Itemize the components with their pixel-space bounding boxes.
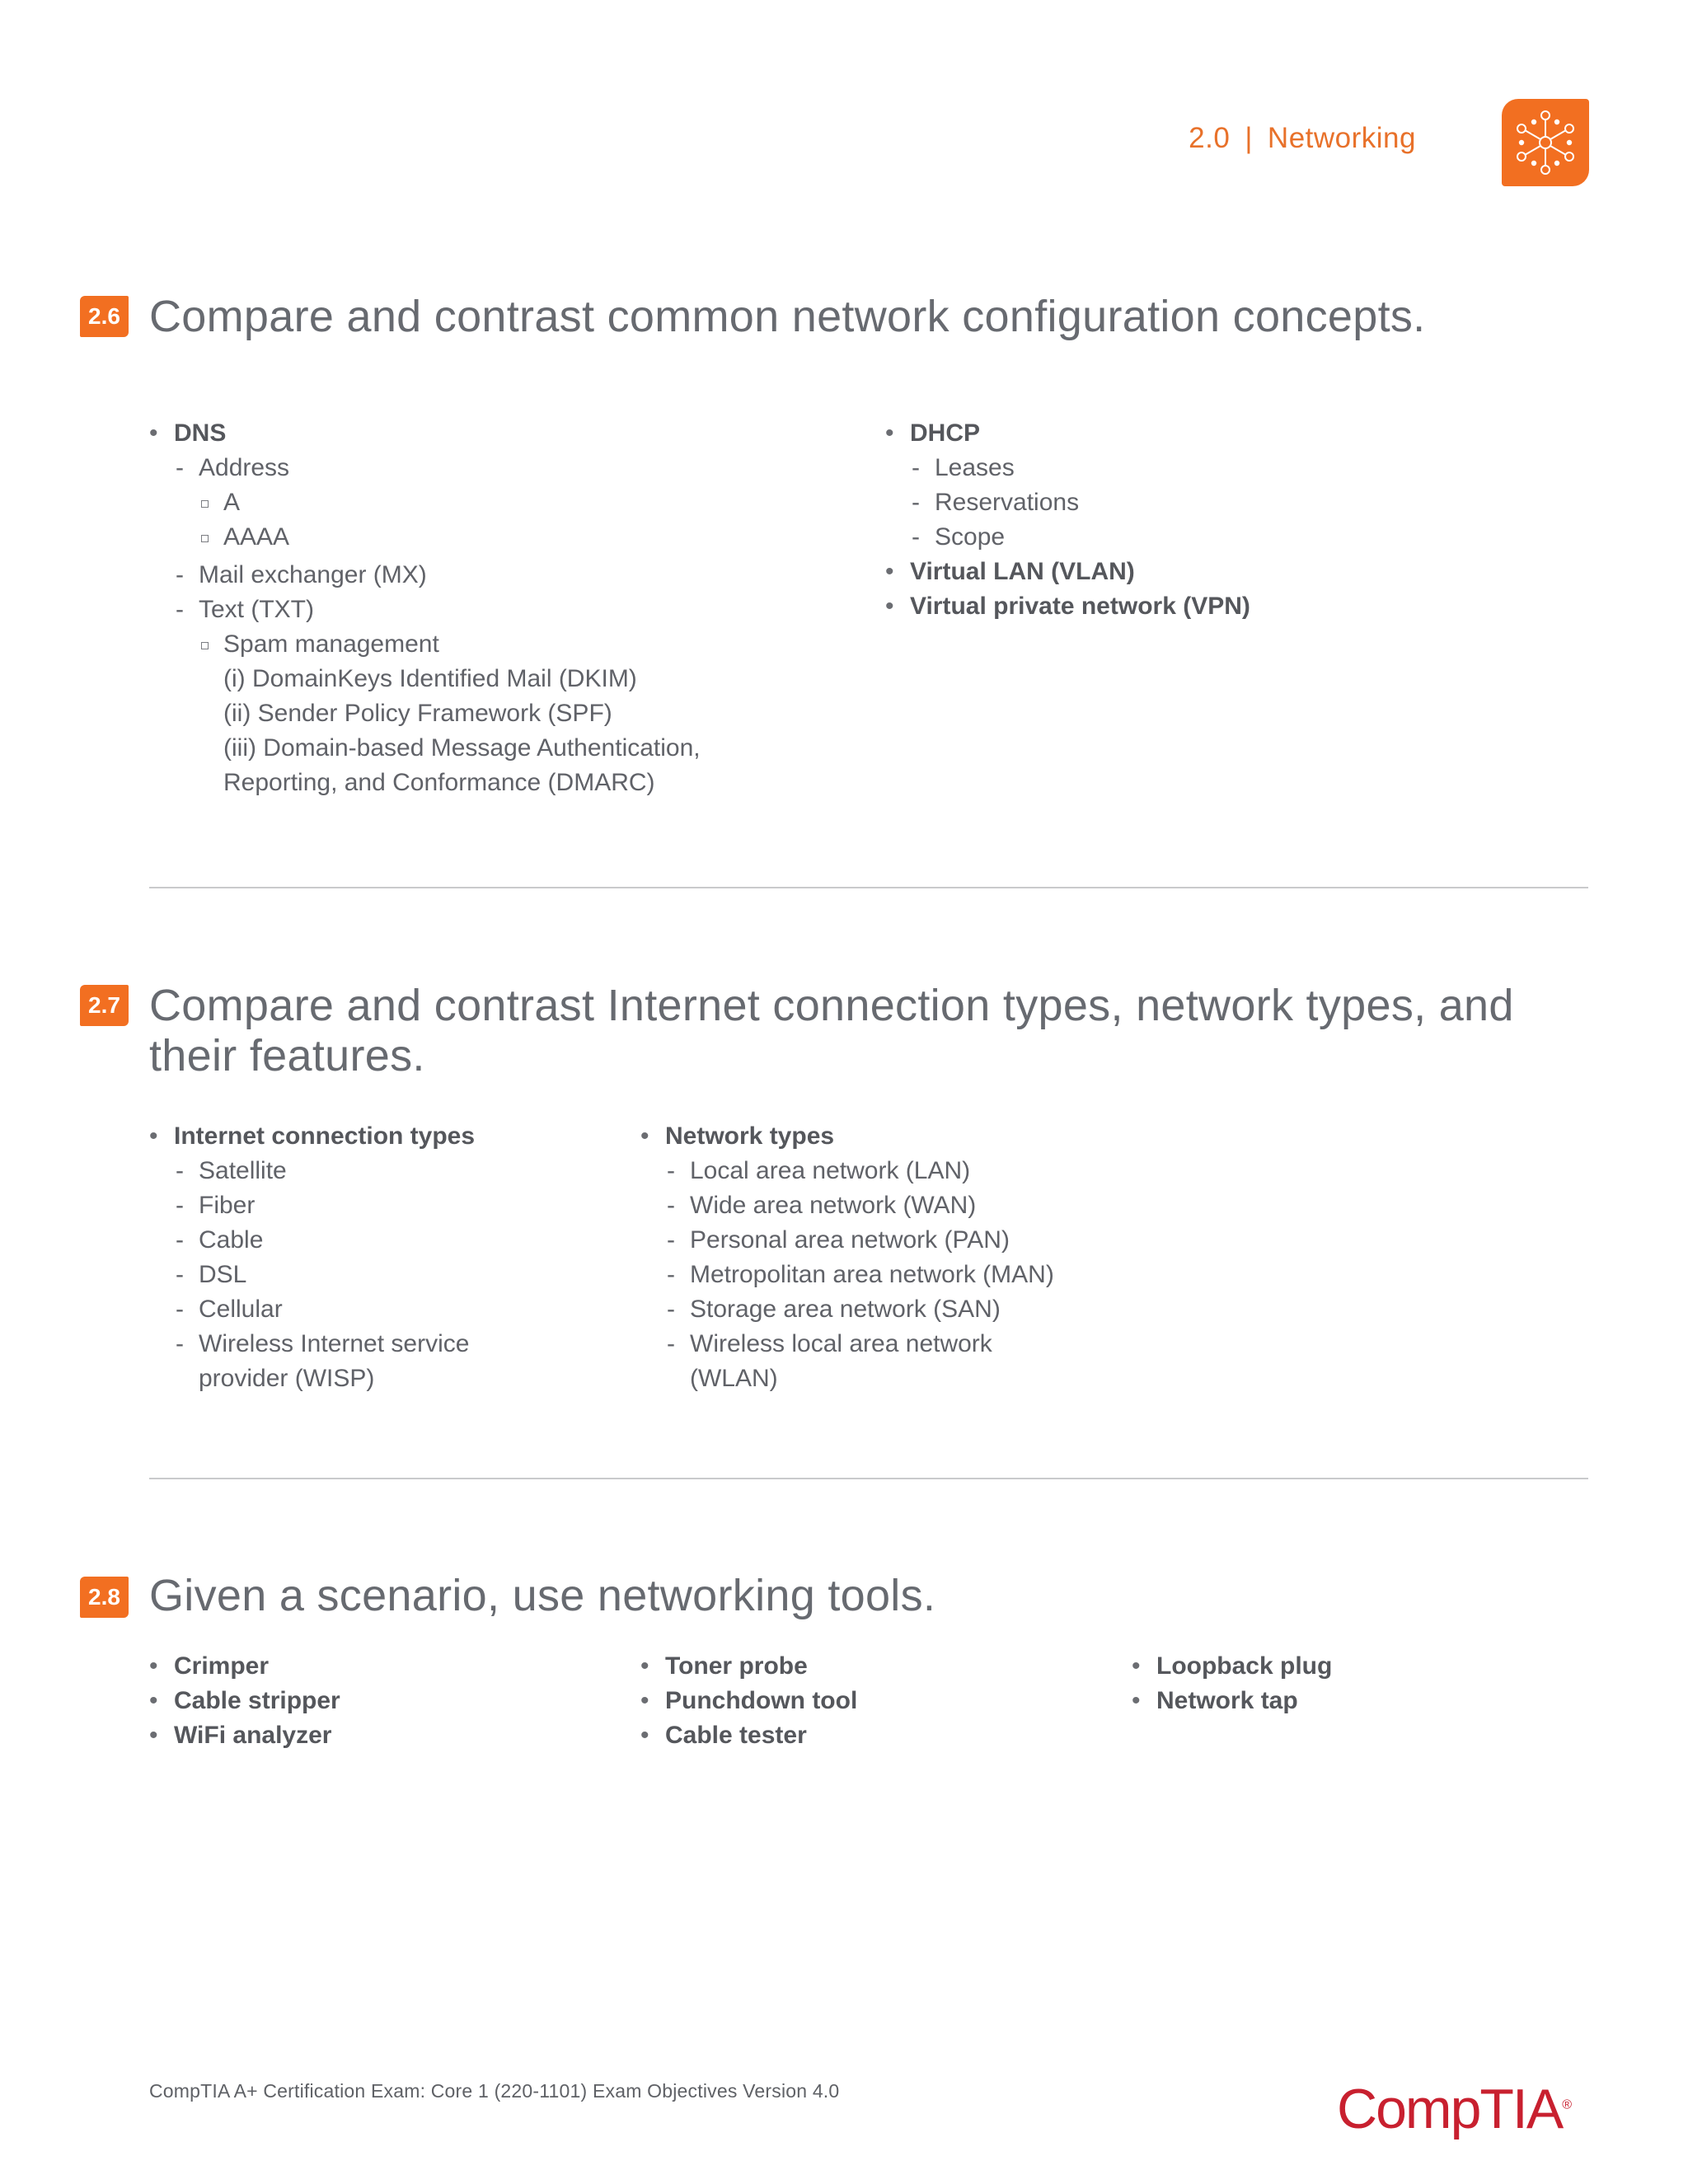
list-item: A: [149, 485, 825, 520]
list-item: - Wireless local area network: [640, 1327, 1234, 1361]
list-item: - Leases: [885, 451, 1586, 485]
list-item: - Cable: [149, 1223, 627, 1258]
section-divider: [149, 1478, 1588, 1479]
list-item: • Loopback plug: [1132, 1649, 1577, 1684]
objective-title-2-8: Given a scenario, use networking tools.: [149, 1571, 936, 1620]
objective-badge-2-7: 2.7: [80, 985, 129, 1026]
list-item: - Storage area network (SAN): [640, 1292, 1234, 1327]
list-item: - Address: [149, 451, 825, 485]
list-item: - Reservations: [885, 485, 1586, 520]
objective-2-6-right-list: [885, 416, 1586, 624]
list-item: • Network types: [640, 1119, 1234, 1154]
list-item: - Fiber: [149, 1188, 627, 1223]
list-item: • Punchdown tool: [640, 1684, 1102, 1718]
list-item: - Personal area network (PAN): [640, 1223, 1234, 1258]
list-item: provider (WISP): [199, 1365, 375, 1392]
comptia-logo: [1337, 2077, 1572, 2141]
header-section-number: 2.0: [1189, 122, 1231, 154]
objective-2-8-col3-list: [1132, 1649, 1577, 1718]
list-item: - Local area network (LAN): [640, 1154, 1234, 1188]
list-item: - Wide area network (WAN): [640, 1188, 1234, 1223]
list-item: (iii) Domain-based Message Authentication,: [223, 734, 701, 762]
list-item: Spam management: [149, 627, 825, 662]
objective-2-7-right-list: [640, 1119, 1234, 1396]
list-item: Reporting, and Conformance (DMARC): [223, 769, 655, 796]
list-item: - DSL: [149, 1258, 627, 1292]
list-item: - Metropolitan area network (MAN): [640, 1258, 1234, 1292]
objective-2-6-left-list: [149, 416, 825, 800]
objective-title-2-6: Compare and contrast common network configuration concepts.: [149, 292, 1426, 341]
list-item: - Scope: [885, 520, 1586, 555]
list-item: - Mail exchanger (MX): [149, 558, 825, 593]
list-item: • Toner probe: [640, 1649, 1102, 1684]
list-item: • Cable tester: [640, 1718, 1102, 1753]
list-item: (i) DomainKeys Identified Mail (DKIM): [223, 665, 637, 692]
logo-registered-mark: ®: [1562, 2097, 1572, 2112]
list-item: • Virtual LAN (VLAN): [885, 555, 1586, 589]
list-item: - Satellite: [149, 1154, 627, 1188]
header-separator: |: [1245, 122, 1253, 154]
list-item: • DHCP: [885, 416, 1586, 451]
network-nodes-icon: [1502, 99, 1589, 186]
objective-title-2-7: Compare and contrast Internet connection types, network types, and their features.: [149, 981, 1514, 1080]
objective-2-8-col2-list: [640, 1649, 1102, 1753]
header-section-name: Networking: [1267, 122, 1416, 154]
list-item: • Network tap: [1132, 1684, 1577, 1718]
list-item: - Wireless Internet service: [149, 1327, 627, 1361]
list-item: - Text (TXT): [149, 593, 825, 627]
section-divider: [149, 887, 1588, 888]
list-item: • Virtual private network (VPN): [885, 589, 1586, 624]
list-item: (ii) Sender Policy Framework (SPF): [223, 700, 612, 727]
list-item: • Crimper: [149, 1649, 611, 1684]
list-item: • Cable stripper: [149, 1684, 611, 1718]
objective-2-7-left-list: [149, 1119, 627, 1396]
objective-badge-2-8: 2.8: [80, 1577, 129, 1618]
list-item: • DNS: [149, 416, 825, 451]
list-item: (WLAN): [690, 1365, 778, 1392]
footer-document-title: CompTIA A+ Certification Exam: Core 1 (220-1101) Exam Objectives Version 4.0: [149, 2080, 840, 2102]
list-item: AAAA: [149, 520, 825, 555]
objective-2-8-col1-list: [149, 1649, 611, 1753]
list-item: - Cellular: [149, 1292, 627, 1327]
header-section-label: [1189, 122, 1416, 155]
list-item: • WiFi analyzer: [149, 1718, 611, 1753]
objective-badge-2-6: 2.6: [80, 296, 129, 337]
list-item: • Internet connection types: [149, 1119, 627, 1154]
logo-wordmark: CompTIA: [1337, 2078, 1563, 2140]
